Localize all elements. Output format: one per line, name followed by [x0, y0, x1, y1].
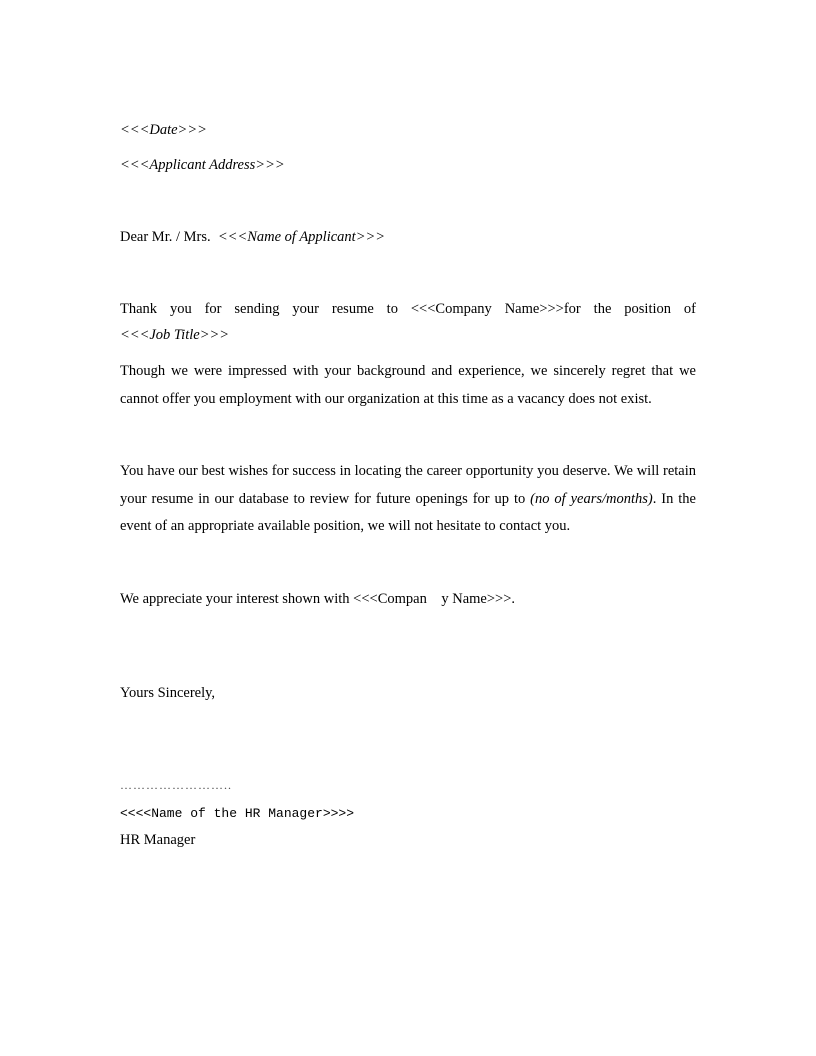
- salutation-text: Dear Mr. / Mrs.: [120, 229, 211, 245]
- paragraph-3-duration: (no of years/months): [530, 490, 653, 507]
- paragraph-3-part-a: You have our best wishes for success in locating the career opportunity you deserve. We will retain your resume in our database to review for future openings for up to: [120, 463, 696, 507]
- paragraph-3-part-b: . In the event of an appropriate available position, we will not hesitate to contact you.: [120, 490, 696, 534]
- hr-manager-name: <<<<Name of the HR Manager>>>>: [120, 806, 355, 821]
- applicant-name: <<<Name of Applicant>>>: [217, 229, 386, 245]
- applicant-address: <<<Applicant Address>>>: [120, 157, 285, 173]
- signature-line: ……………………..: [120, 778, 232, 792]
- paragraph-3: [120, 458, 696, 541]
- salutation: [120, 229, 696, 246]
- letter-date: <<<Date>>>: [120, 122, 207, 138]
- paragraph-1: [120, 296, 696, 348]
- job-title: <<<Job Title>>>: [120, 327, 230, 343]
- closing: Yours Sincerely,: [120, 685, 216, 701]
- paragraph-4: We appreciate your interest shown with <<<Compan y Name>>>.: [120, 591, 515, 607]
- paragraph-1-text: Thank you for sending your resume to <<<Company Name>>>for the position of: [120, 301, 696, 317]
- hr-title: HR Manager: [120, 832, 196, 848]
- paragraph-2: Though we were impressed with your background and experience, we sincerely regret that we cannot offer you employment with our organization at this time as a vacancy does not exist.: [120, 363, 696, 407]
